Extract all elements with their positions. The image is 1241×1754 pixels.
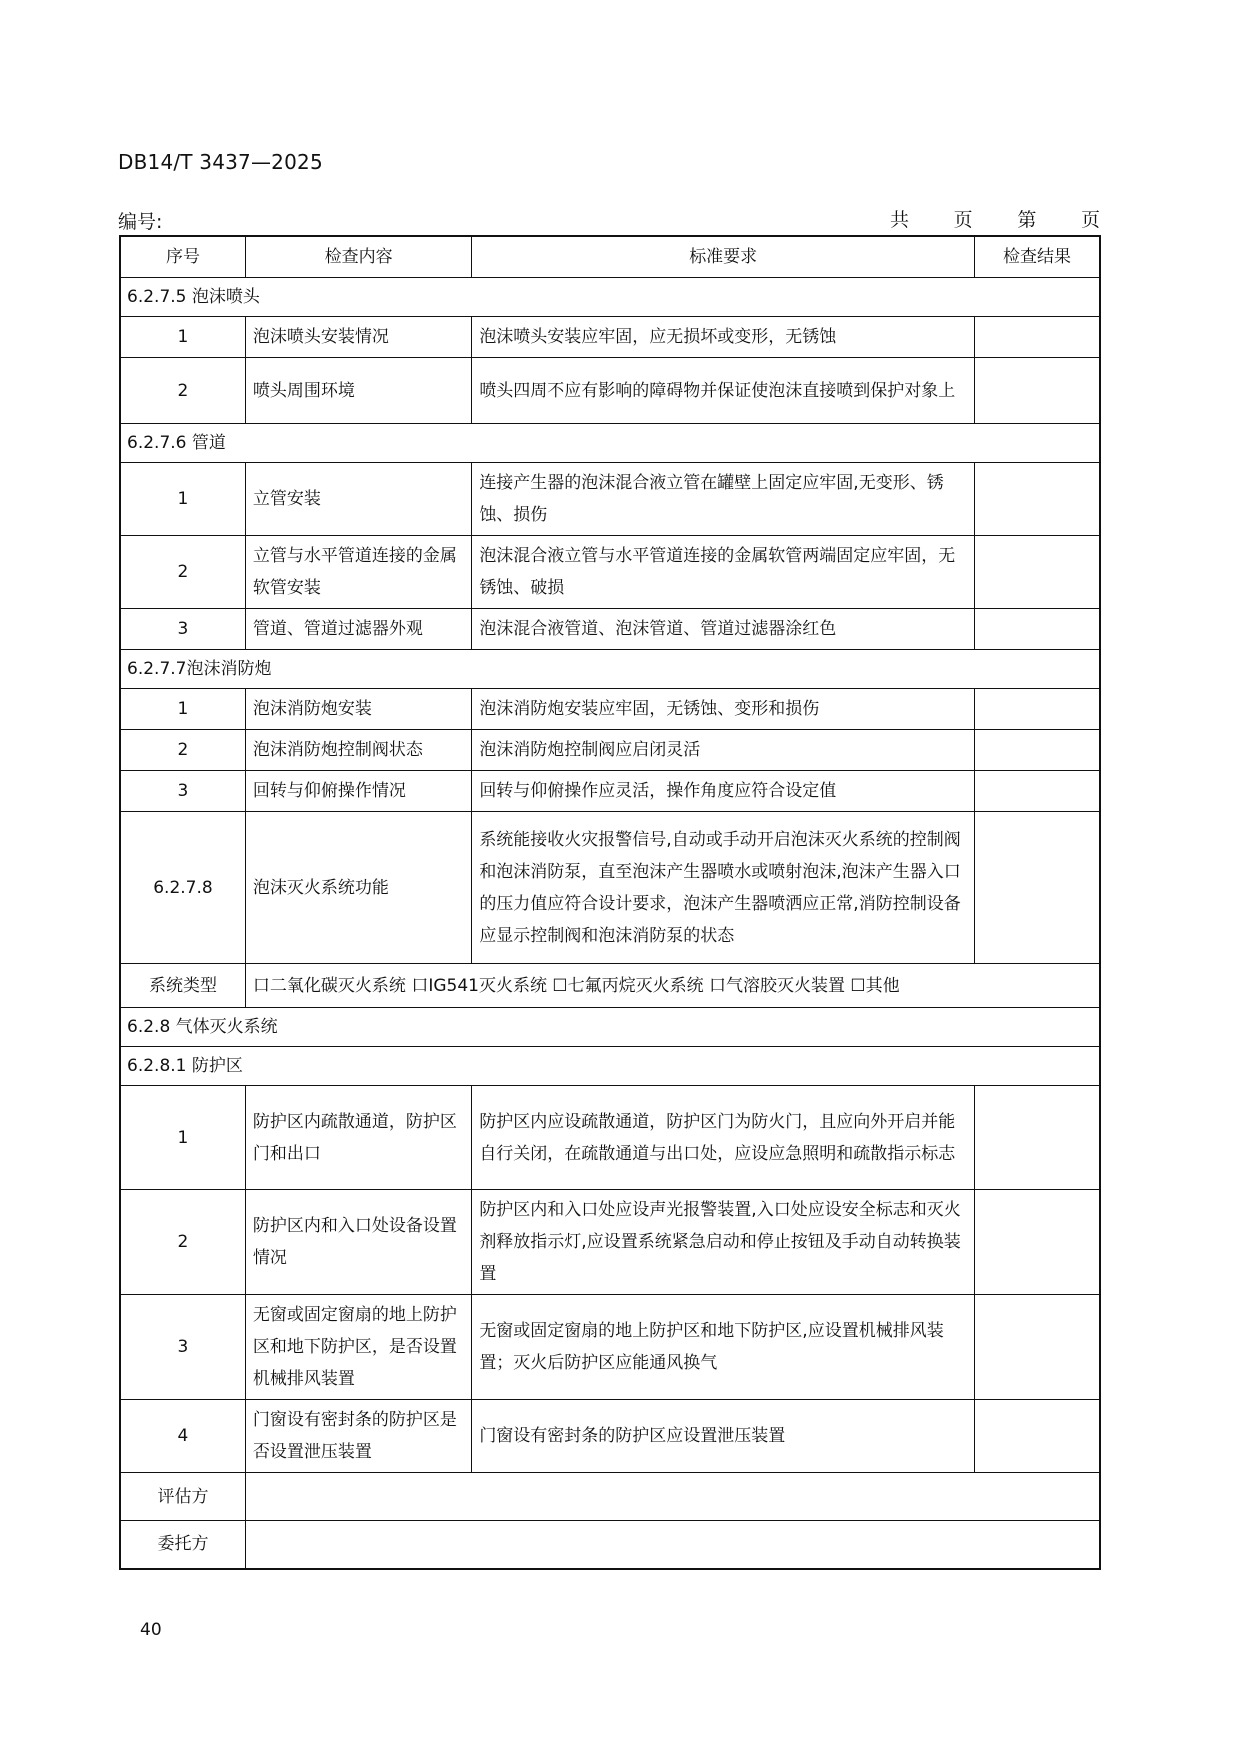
- row-item: 泡沫消防炮控制阀状态: [245, 730, 471, 771]
- row-result[interactable]: [975, 1295, 1100, 1400]
- row-no: 2: [120, 358, 245, 424]
- table-row: [120, 463, 1100, 536]
- row-no: 3: [120, 609, 245, 650]
- row-requirement: 泡沫喷头安装应牢固，应无损坏或变形，无锈蚀: [472, 317, 975, 358]
- row-no: 2: [120, 730, 245, 771]
- section-title: 6.2.7.5 泡沫喷头: [120, 278, 1100, 317]
- table-row: [120, 536, 1100, 609]
- page-count-total-suffix: 页: [953, 209, 973, 231]
- page-count-current-suffix: 页: [1080, 209, 1100, 231]
- column-header-result: 检查结果: [975, 236, 1100, 278]
- table-row: [120, 317, 1100, 358]
- table-row: [120, 609, 1100, 650]
- row-result[interactable]: [975, 1190, 1100, 1295]
- row-requirement: 无窗或固定窗扇的地上防护区和地下防护区,应设置机械排风装置；灭火后防护区应能通风换气: [472, 1295, 975, 1400]
- row-no: 4: [120, 1400, 245, 1473]
- section-row-foam-monitor: [120, 650, 1100, 689]
- row-result[interactable]: [975, 812, 1100, 964]
- row-requirement: 系统能接收火灾报警信号,自动或手动开启泡沫灭火系统的控制阀和泡沫消防泵，直至泡沫产生器喷水或喷射泡沫,泡沫产生器入口的压力值应符合设计要求，泡沫产生器喷洒应正常,消防控制设备应显示控制阀和泡沫消防泵的状态: [472, 812, 975, 964]
- page-count: [890, 205, 1100, 232]
- row-no: 2: [120, 536, 245, 609]
- signoff-label: 委托方: [120, 1521, 245, 1569]
- section-title: 6.2.8 气体灭火系统: [120, 1008, 1100, 1047]
- table-header-row: [120, 236, 1100, 278]
- row-item: 防护区内疏散通道，防护区门和出口: [245, 1086, 471, 1190]
- inspection-table: [119, 235, 1101, 1570]
- table-row: [120, 1086, 1100, 1190]
- row-item: 立管与水平管道连接的金属软管安装: [245, 536, 471, 609]
- column-header-item: 检查内容: [245, 236, 471, 278]
- row-item: 门窗设有密封条的防护区是否设置泄压装置: [245, 1400, 471, 1473]
- row-no: 1: [120, 463, 245, 536]
- section-row-foam-nozzle: [120, 278, 1100, 317]
- table-row: [120, 730, 1100, 771]
- row-no: 3: [120, 771, 245, 812]
- table-row: [120, 1400, 1100, 1473]
- row-result[interactable]: [975, 358, 1100, 424]
- section-title: 6.2.8.1 防护区: [120, 1047, 1100, 1086]
- row-result[interactable]: [975, 463, 1100, 536]
- row-requirement: 泡沫消防炮控制阀应启闭灵活: [472, 730, 975, 771]
- column-header-requirement: 标准要求: [472, 236, 975, 278]
- table-row-system-function: [120, 812, 1100, 964]
- row-result[interactable]: [975, 730, 1100, 771]
- row-result[interactable]: [975, 771, 1100, 812]
- row-result[interactable]: [975, 1400, 1100, 1473]
- row-result[interactable]: [975, 1086, 1100, 1190]
- system-type-row: [120, 964, 1100, 1008]
- page-number: 40: [140, 1620, 162, 1640]
- row-requirement: 泡沫混合液立管与水平管道连接的金属软管两端固定应牢固，无锈蚀、破损: [472, 536, 975, 609]
- row-item: 管道、管道过滤器外观: [245, 609, 471, 650]
- row-item: 无窗或固定窗扇的地上防护区和地下防护区，是否设置机械排风装置: [245, 1295, 471, 1400]
- row-requirement: 回转与仰俯操作应灵活，操作角度应符合设定值: [472, 771, 975, 812]
- signoff-label: 评估方: [120, 1473, 245, 1521]
- row-no: 1: [120, 317, 245, 358]
- system-type-options[interactable]: 口二氧化碳灭火系统 口IG541灭火系统 ☐七氟丙烷灭火系统 口气溶胶灭火装置 ☐其他: [245, 964, 1100, 1008]
- signoff-value[interactable]: [245, 1473, 1100, 1521]
- table-row: [120, 771, 1100, 812]
- table-row: [120, 1295, 1100, 1400]
- row-requirement: 防护区内应设疏散通道，防护区门为防火门，且应向外开启并能自行关闭，在疏散通道与出口处，应设应急照明和疏散指示标志: [472, 1086, 975, 1190]
- page-count-total-prefix: 共: [890, 209, 910, 231]
- page-count-current-prefix: 第: [1017, 209, 1037, 231]
- table-row: [120, 689, 1100, 730]
- table-row: [120, 1190, 1100, 1295]
- signoff-row-assessor: [120, 1473, 1100, 1521]
- section-row-protection-zone: [120, 1047, 1100, 1086]
- section-row-gas-system: [120, 1008, 1100, 1047]
- row-no: 2: [120, 1190, 245, 1295]
- row-item: 喷头周围环境: [245, 358, 471, 424]
- row-item: 回转与仰俯操作情况: [245, 771, 471, 812]
- row-item: 泡沫喷头安装情况: [245, 317, 471, 358]
- row-item: 防护区内和入口处设备设置情况: [245, 1190, 471, 1295]
- row-item: 泡沫灭火系统功能: [245, 812, 471, 964]
- row-item: 泡沫消防炮安装: [245, 689, 471, 730]
- system-type-label: 系统类型: [120, 964, 245, 1008]
- row-result[interactable]: [975, 609, 1100, 650]
- row-requirement: 连接产生器的泡沫混合液立管在罐壁上固定应牢固,无变形、锈蚀、损伤: [472, 463, 975, 536]
- signoff-row-client: [120, 1521, 1100, 1569]
- row-requirement: 泡沫消防炮安装应牢固，无锈蚀、变形和损伤: [472, 689, 975, 730]
- serial-number-label: 编号:: [118, 211, 163, 233]
- row-no: 1: [120, 689, 245, 730]
- column-header-no: 序号: [120, 236, 245, 278]
- row-requirement: 泡沫混合液管道、泡沫管道、管道过滤器涂红色: [472, 609, 975, 650]
- table-row: [120, 358, 1100, 424]
- row-result[interactable]: [975, 536, 1100, 609]
- section-title: 6.2.7.7泡沫消防炮: [120, 650, 1100, 689]
- row-no: 3: [120, 1295, 245, 1400]
- section-title: 6.2.7.6 管道: [120, 424, 1100, 463]
- row-result[interactable]: [975, 317, 1100, 358]
- row-requirement: 门窗设有密封条的防护区应设置泄压装置: [472, 1400, 975, 1473]
- section-row-pipes: [120, 424, 1100, 463]
- row-no: 6.2.7.8: [120, 812, 245, 964]
- row-requirement: 喷头四周不应有影响的障碍物并保证使泡沫直接喷到保护对象上: [472, 358, 975, 424]
- signoff-value[interactable]: [245, 1521, 1100, 1569]
- row-requirement: 防护区内和入口处应设声光报警装置,入口处应设安全标志和灭火剂释放指示灯,应设置系统紧急启动和停止按钮及手动自动转换装置: [472, 1190, 975, 1295]
- row-no: 1: [120, 1086, 245, 1190]
- document-code: DB14/T 3437—2025: [118, 150, 323, 174]
- row-item: 立管安装: [245, 463, 471, 536]
- row-result[interactable]: [975, 689, 1100, 730]
